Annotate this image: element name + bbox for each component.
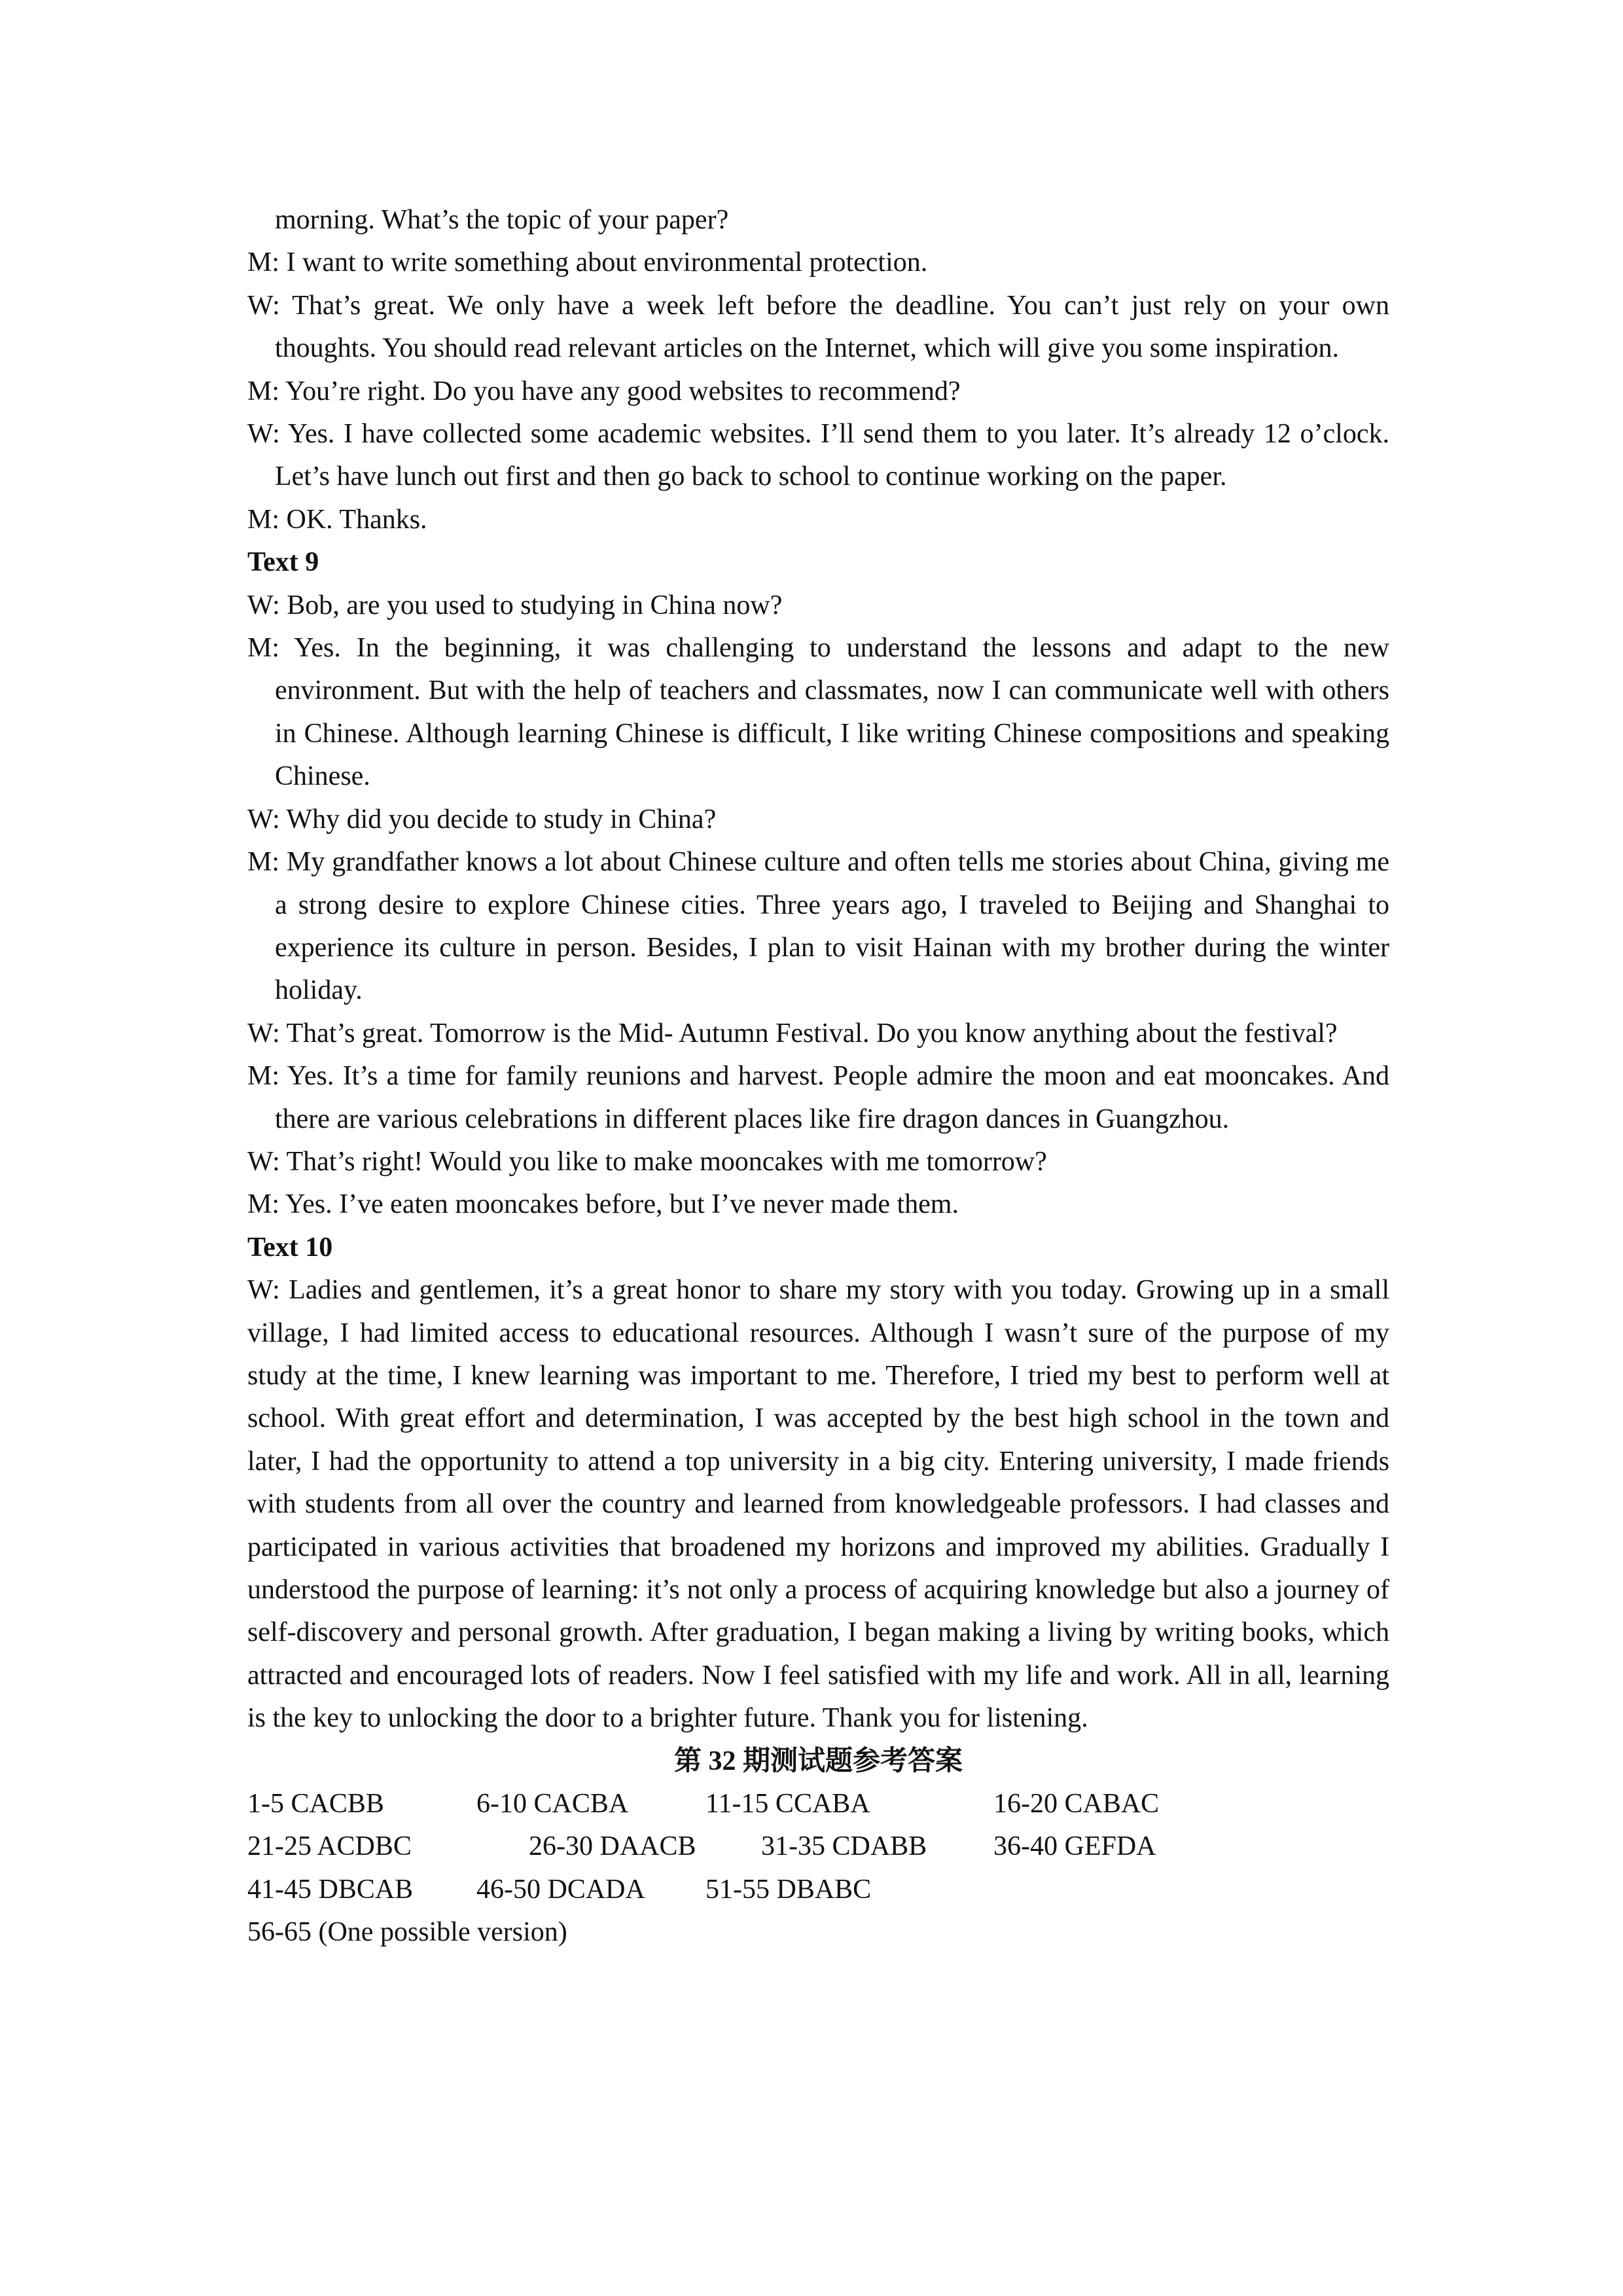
answers-row [247,1869,1389,1911]
answer-group: 41-45 DBCAB [247,1874,414,1905]
dialogue-line: W: That’s great. We only have a week left before the deadline. You can’t just rely on your own thoughts. You should read relevant articles on the Internet, which will give you some inspiration. [247,290,1389,364]
answer-group: 16-20 CABAC [993,1789,1160,1820]
answer-group: 21-25 ACDBC [247,1831,412,1862]
dialogue-line: M: Yes. It’s a time for family reunions and harvest. People admire the moon and eat mooncakes. And there are various celebrations in different places like fire dragon dances in Guangzhou. [247,1061,1389,1134]
text9-heading: Text 9 [247,547,319,578]
text10-heading: Text 10 [247,1232,333,1263]
answer-group: 51-55 DBABC [705,1874,872,1905]
dialogue-line: W: That’s right! Would you like to make mooncakes with me tomorrow? [247,1146,1047,1177]
answer-group: 26-30 DAACB [529,1831,696,1862]
text10-paragraph: W: Ladies and gentlemen, it’s a great honor to share my story with you today. Growing up in a small village, I had limited access to educational resources. Although I wasn’t sure of the purpose of my study at the time, I knew learning was important to me. Therefore, I tried my best to perform well at school. With great effort and determination, I was accepted by the best high school in the town and later, I had the opportunity to attend a top university in a big city. Entering university, I made friends with students from all over the country and learned from knowledgeable professors. I had classes and participated in various activities that broadened my horizons and improved my abilities. Gradually I understood the purpose of learning: it’s not only a process of acquiring knowledge but also a journey of self-discovery and personal growth. After graduation, I began making a living by writing books, which attracted and encouraged lots of readers. Now I feel satisfied with my life and work. All in all, learning is the key to unlocking the door to a brighter future. Thank you for listening. [247,1275,1389,1734]
answer-group: 6-10 CACBA [476,1789,629,1820]
continuation-line: morning. What’s the topic of your paper? [275,205,729,235]
answer-group: 46-50 DCADA [476,1874,645,1905]
dialogue-line: W: Bob, are you used to studying in China now? [247,590,783,620]
dialogue-line: M: You’re right. Do you have any good websites to recommend? [247,376,961,406]
dialogue-line: M: My grandfather knows a lot about Chinese culture and often tells me stories about China, giving me a strong desire to explore Chinese cities. Three years ago, I traveled to Beijing and Shanghai to experience its culture in person. Besides, I plan to visit Hainan with my brother during the winter holiday. [247,847,1389,1006]
document-content [247,199,1389,1954]
dialogue-line: W: Yes. I have collected some academic websites. I’ll send them to you later. It’s already 12 o’clock. Let’s have lunch out first and then go back to school to continue working on the paper. [247,419,1389,492]
dialogue-line: M: I want to write something about environmental protection. [247,247,928,278]
answer-group: 1-5 CACBB [247,1789,384,1820]
answer-group: 11-15 CCABA [705,1789,870,1820]
answers-last-line: 56-65 (One possible version) [247,1917,567,1948]
answers-row [247,1825,1389,1868]
dialogue-line: M: Yes. In the beginning, it was challenging to understand the lessons and adapt to the new environment. But with the help of teachers and classmates, now I can communicate well with others in Chinese. Although learning Chinese is difficult, I like writing Chinese compositions and speaking Chinese. [247,633,1389,792]
dialogue-line: W: Why did you decide to study in China? [247,804,717,834]
answers-row [247,1783,1389,1825]
answer-group: 36-40 GEFDA [993,1831,1156,1862]
answers-title: 第 32 期测试题参考答案 [673,1746,963,1776]
dialogue-line: W: That’s great. Tomorrow is the Mid- Autumn Festival. Do you know anything about the festival? [247,1018,1338,1049]
dialogue-line: M: OK. Thanks. [247,504,427,535]
answer-group: 31-35 CDABB [761,1831,927,1862]
dialogue-line: M: Yes. I’ve eaten mooncakes before, but I’ve never made them. [247,1189,959,1220]
